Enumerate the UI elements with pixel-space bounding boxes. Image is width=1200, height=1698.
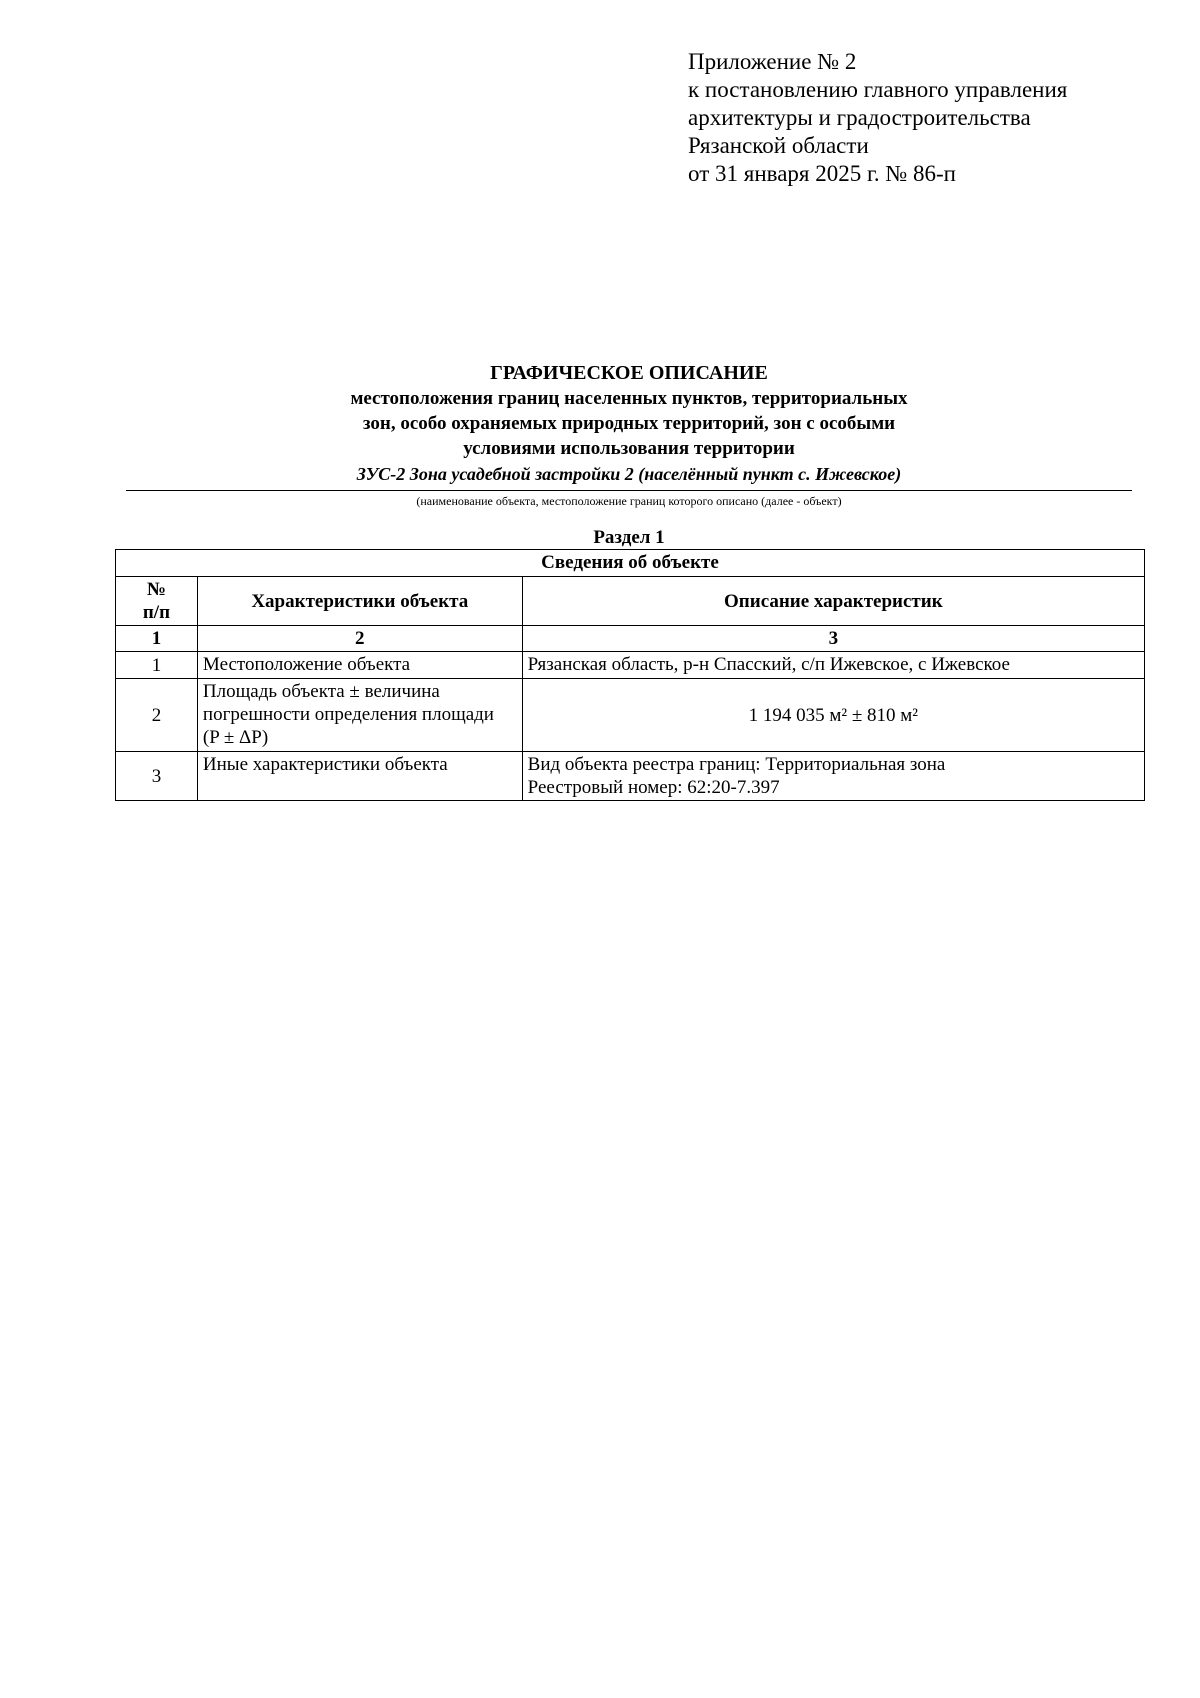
cell-line: Площадь объекта ± величина: [202, 681, 440, 702]
cell-line: погрешности определения площади: [202, 704, 494, 725]
row-characteristic: [197, 752, 522, 801]
row-description: [522, 679, 1144, 752]
row-characteristic: [197, 652, 522, 679]
object-name-underline: [126, 490, 1132, 491]
cell-line: Местоположение объекта: [202, 654, 411, 675]
appendix-line: Рязанской области: [688, 133, 869, 158]
row-number: 1: [116, 652, 198, 679]
table-header-row: [116, 577, 1145, 626]
header-number: [116, 577, 198, 626]
cell-line: Рязанская область, р-н Спасский, с/п Ижевское, с Ижевское: [527, 654, 1010, 675]
column-number-row: [116, 626, 1145, 652]
column-number: 3: [522, 626, 1144, 652]
object-name-caption: (наименование объекта, местоположение границ которого описано (далее - объект): [416, 494, 842, 508]
header-characteristics: Характеристики объекта: [197, 577, 522, 626]
document-title-block: [126, 360, 1132, 486]
row-number: 3: [116, 752, 198, 801]
table-caption: Сведения об объекте: [116, 550, 1145, 577]
column-number: 1: [116, 626, 198, 652]
row-description: [522, 652, 1144, 679]
appendix-line: от 31 января 2025 г. № 86-п: [688, 161, 956, 186]
appendix-line: Приложение № 2: [688, 49, 857, 74]
appendix-line: архитектуры и градостроительства: [688, 105, 1031, 130]
table-row: [116, 752, 1145, 801]
document-subtitle-line: зон, особо охраняемых природных территорий, зон с особыми: [362, 413, 896, 434]
appendix-block: [688, 48, 1067, 188]
appendix-line: к постановлению главного управления: [688, 77, 1068, 102]
section-title: Раздел 1: [593, 527, 665, 548]
cell-line: 1 194 035 м² ± 810 м²: [748, 704, 919, 726]
cell-line: (P ± ΔP): [202, 727, 269, 748]
cell-line: Иные характеристики объекта: [202, 754, 448, 775]
object-name: ЗУС-2 Зона усадебной застройки 2 (населённый пункт с. Ижевское): [356, 464, 902, 484]
document-title: ГРАФИЧЕСКОЕ ОПИСАНИЕ: [490, 362, 768, 384]
table-row: [116, 679, 1145, 752]
table-row: [116, 652, 1145, 679]
header-number-line: п/п: [142, 602, 171, 623]
header-description: Описание характеристик: [522, 577, 1144, 626]
document-subtitle-line: условиями использования территории: [463, 438, 795, 459]
object-info-table: [115, 549, 1145, 801]
row-characteristic: [197, 679, 522, 752]
row-description: [522, 752, 1144, 801]
cell-line: Реестровый номер: 62:20-7.397: [527, 777, 780, 798]
header-number-line: №: [146, 579, 166, 600]
document-subtitle-line: местоположения границ населенных пунктов, территориальных: [350, 388, 908, 409]
table-caption-row: [116, 550, 1145, 577]
cell-line: Вид объекта реестра границ: Территориальная зона: [527, 754, 946, 775]
column-number: 2: [197, 626, 522, 652]
row-number: 2: [116, 679, 198, 752]
